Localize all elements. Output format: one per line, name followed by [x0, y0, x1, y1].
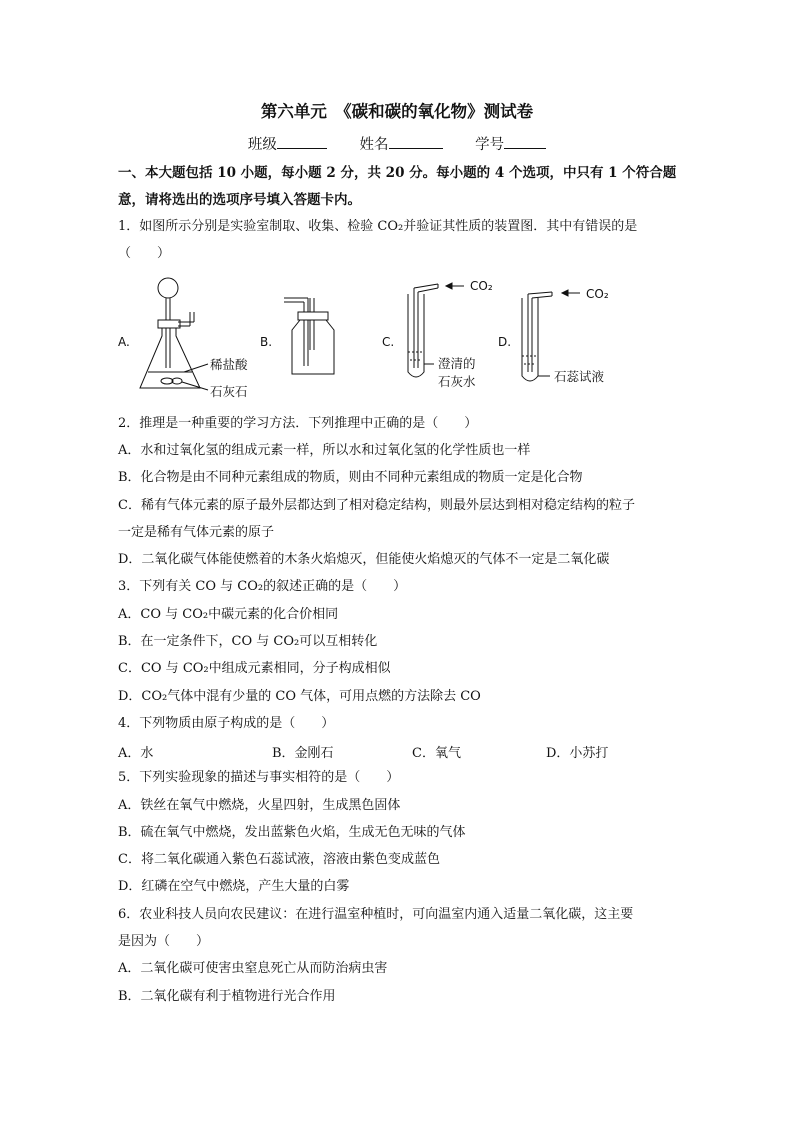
q3-option-d: D．CO₂气体中混有少量的 CO 气体，可用点燃的方法除去 CO: [118, 689, 481, 704]
label-c: C.: [382, 335, 395, 349]
label-acid: 稀盐酸: [210, 357, 248, 372]
name-field[interactable]: [360, 137, 443, 153]
q5-stem: 5．下列实验现象的描述与事实相符的是（ ）: [118, 770, 400, 785]
q6-stem-line1: 6．农业科技人员向农民建议：在进行温室种植时，可向温室内通入适量二氧化碳，这主要: [118, 907, 634, 922]
label-limewater-2: 石灰水: [438, 374, 476, 389]
q2-option-c-line2: 一定是稀有气体元素的原子: [118, 525, 275, 540]
q1-figure: [110, 268, 650, 408]
q6-stem-line2: 是因为（ ）: [118, 934, 210, 949]
apparatus-diagram: [110, 268, 650, 408]
collecting-bottle: [284, 298, 334, 374]
label-stone: 石灰石: [210, 384, 248, 399]
class-label: 班级: [247, 137, 277, 153]
label-d: D.: [498, 335, 512, 349]
number-label: 学号: [475, 137, 505, 153]
q4-option-a: A．水: [118, 746, 154, 761]
label-a: A.: [118, 335, 130, 349]
q5-option-a: A．铁丝在氧气中燃烧，火星四射，生成黑色固体: [118, 798, 401, 813]
q4-option-b: B．金刚石: [272, 746, 334, 761]
section-instructions-line2: 意，请将选出的选项序号填入答题卡内。: [118, 192, 361, 208]
class-field[interactable]: [248, 137, 327, 153]
q2-option-d: D．二氧化碳气体能使燃着的木条火焰熄灭，但能使火焰熄灭的气体不一定是二氧化碳: [118, 552, 610, 567]
q3-option-a: A．CO 与 CO₂中碳元素的化合价相同: [118, 607, 339, 622]
q6-option-b: B．二氧化碳有利于植物进行光合作用: [118, 989, 336, 1004]
q2-option-c-line1: C．稀有气体元素的原子最外层都达到了相对稳定结构，则最外层达到相对稳定结构的粒子: [118, 498, 635, 513]
q3-option-b: B．在一定条件下，CO 与 CO₂可以互相转化: [118, 634, 378, 649]
label-limewater-1: 澄清的: [438, 356, 476, 371]
page-title: 第六单元 《碳和碳的氧化物》测试卷: [260, 102, 534, 121]
number-blank[interactable]: [504, 134, 546, 149]
name-label: 姓名: [359, 137, 389, 153]
label-co2-d: CO₂: [586, 287, 609, 301]
label-co2-c: CO₂: [470, 279, 493, 293]
q4-option-c: C．氧气: [412, 746, 461, 761]
q2-stem: 2．推理是一种重要的学习方法．下列推理中正确的是（ ）: [118, 416, 478, 431]
label-litmus: 石蕊试液: [554, 369, 605, 384]
flask-apparatus: [140, 278, 208, 390]
class-blank[interactable]: [277, 134, 327, 149]
q2-option-a: A．水和过氧化氢的组成元素一样，所以水和过氧化氢的化学性质也一样: [118, 443, 531, 458]
q6-option-a: A．二氧化碳可使害虫窒息死亡从而防治病虫害: [118, 961, 388, 976]
name-blank[interactable]: [389, 134, 443, 149]
label-b: B.: [260, 335, 273, 349]
student-info: [0, 133, 794, 154]
q4-option-d: D．小苏打: [546, 746, 609, 761]
section-instructions-line1: 一、本大题包括 10 小题，每小题 2 分，共 20 分。每小题的 4 个选项，中只有 1 个符合题: [118, 165, 677, 181]
q3-option-c: C．CO 与 CO₂中组成元素相同，分子构成相似: [118, 661, 391, 676]
q5-option-b: B．硫在氧气中燃烧，发出蓝紫色火焰，生成无色无味的气体: [118, 825, 466, 840]
q2-option-b: B．化合物是由不同种元素组成的物质，则由不同种元素组成的物质一定是化合物: [118, 470, 583, 485]
q5-option-c: C．将二氧化碳通入紫色石蕊试液，溶液由紫色变成蓝色: [118, 852, 440, 867]
q5-option-d: D．红磷在空气中燃烧，产生大量的白雾: [118, 879, 350, 894]
number-field[interactable]: [475, 137, 546, 153]
q4-stem: 4．下列物质由原子构成的是（ ）: [118, 716, 335, 731]
litmus-tube: [522, 290, 580, 381]
q1-stem: 1．如图所示分别是实验室制取、收集、检验 CO₂并验证其性质的装置图．其中有错误的是: [118, 219, 638, 234]
q1-paren: （ ）: [118, 246, 171, 261]
q3-stem: 3．下列有关 CO 与 CO₂的叙述正确的是（ ）: [118, 579, 407, 594]
